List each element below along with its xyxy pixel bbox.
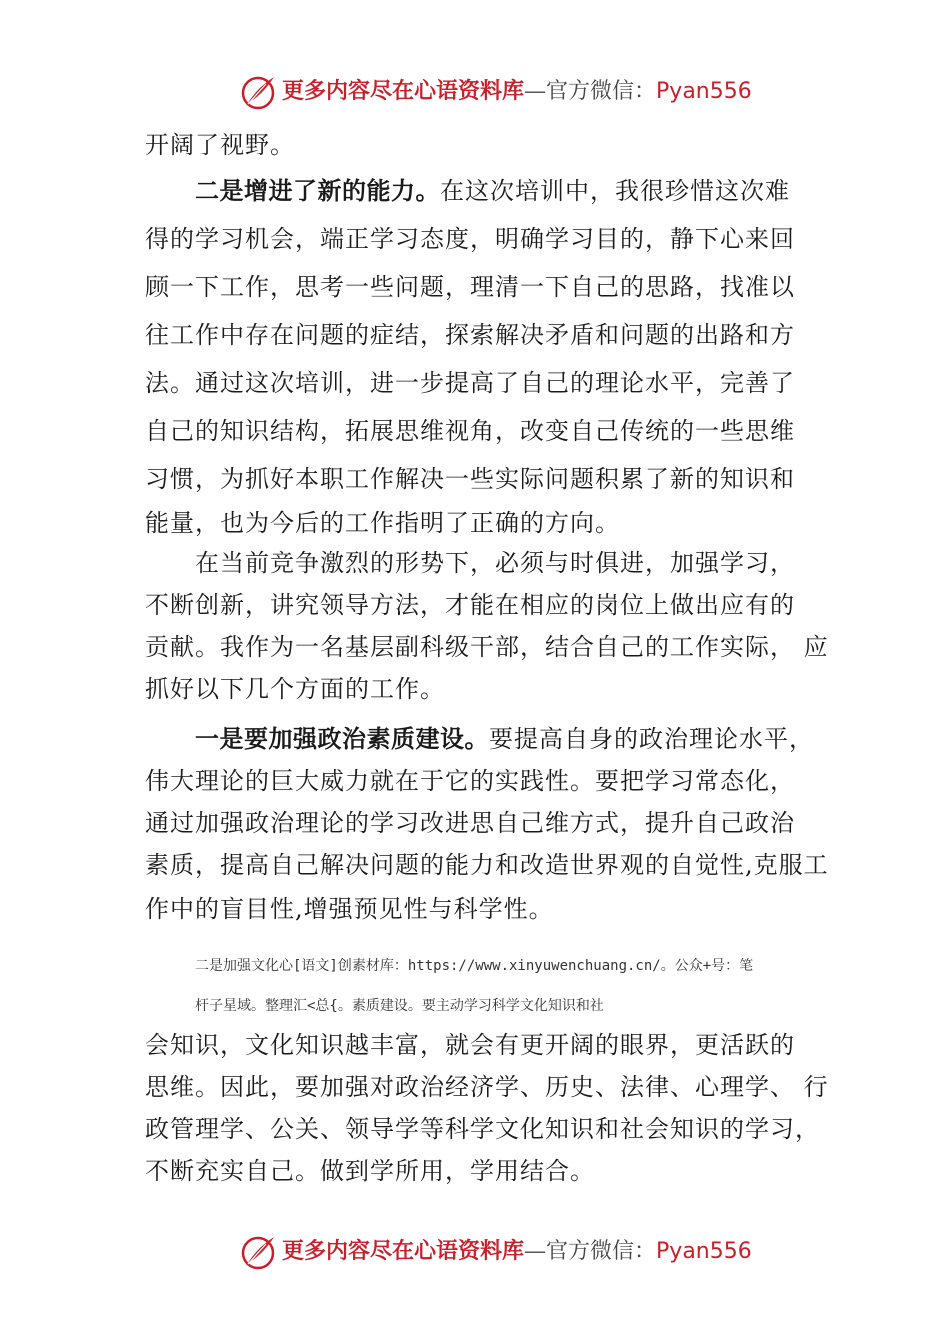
text-line: 开阔了视野。 bbox=[145, 131, 295, 159]
text-line: 往工作中存在问题的症结，探索解决矛盾和问题的出路和方 bbox=[145, 321, 795, 349]
text-line: 抓好以下几个方面的工作。 bbox=[145, 675, 445, 703]
text-line: 政管理学、公关、领导学等科学文化知识和社会知识的学习， bbox=[145, 1115, 820, 1143]
text-line: 贡献。我作为一名基层副科级干部，结合自己的工作实际， 应 bbox=[145, 633, 829, 661]
text-line bbox=[195, 724, 814, 754]
text-line: 得的学习机会，端正学习态度，明确学习目的，静下心来回 bbox=[145, 225, 795, 253]
text-line: 不断充实自己。做到学所用，学用结合。 bbox=[145, 1157, 595, 1185]
footer-banner bbox=[0, 1230, 950, 1274]
section-heading: 二是增进了新的能力。 bbox=[195, 177, 440, 205]
text-line: 自己的知识结构，拓展思维视角，改变自己传统的一些思维 bbox=[145, 417, 795, 445]
banner-brand: 更多内容尽在心语资料库 bbox=[282, 1238, 525, 1264]
banner-separator: — bbox=[524, 79, 547, 104]
text-line: 习惯，为抓好本职工作解决一些实际问题积累了新的知识和 bbox=[145, 465, 795, 493]
text-line: 会知识，文化知识越丰富，就会有更开阔的眼界，更活跃的 bbox=[145, 1031, 795, 1059]
watermark-note-line: 杆子星域。整理汇<总{。素质建设。要主动学习科学文化知识和社 bbox=[195, 998, 604, 1014]
feather-pen-circle-logo bbox=[238, 1232, 278, 1272]
text-line: 作中的盲目性,增强预见性与科学性。 bbox=[145, 895, 554, 923]
feather-pen-circle-logo bbox=[238, 72, 278, 112]
banner-text bbox=[282, 77, 752, 106]
text-fragment: 在这次培训中，我很珍惜这次难 bbox=[440, 177, 790, 205]
text-line bbox=[195, 176, 790, 206]
text-line: 思维。因此，要加强对政治经济学、历史、法律、心理学、 行 bbox=[145, 1073, 829, 1101]
text-line: 顾一下工作，思考一些问题，理清一下自己的思路，找准以 bbox=[145, 273, 795, 301]
banner-separator: — bbox=[524, 1239, 547, 1264]
header-banner bbox=[0, 70, 950, 114]
text-line: 在当前竞争激烈的形势下，必须与时俱进，加强学习， bbox=[195, 549, 795, 577]
section-heading: 一是要加强政治素质建设。 bbox=[195, 725, 489, 753]
banner-wechat-label: 官方微信： bbox=[546, 1239, 657, 1264]
banner-text bbox=[282, 1237, 752, 1266]
banner-brand: 更多内容尽在心语资料库 bbox=[282, 78, 525, 104]
text-line: 法。通过这次培训，进一步提高了自己的理论水平，完善了 bbox=[145, 369, 795, 397]
banner-wechat-label: 官方微信： bbox=[546, 79, 657, 104]
text-fragment: 要提高自身的政治理论水平， bbox=[489, 725, 814, 753]
watermark-note-line: 二是加强文化心[语文]创素材库：https://www.xinyuwenchuang.cn/。公众+号：笔 bbox=[195, 958, 754, 974]
text-line: 能量，也为今后的工作指明了正确的方向。 bbox=[145, 509, 620, 537]
text-line: 素质，提高自己解决问题的能力和改造世界观的自觉性,克服工 bbox=[145, 851, 829, 879]
text-line: 伟大理论的巨大威力就在于它的实践性。要把学习常态化， bbox=[145, 767, 795, 795]
banner-wechat-id: Pyan556 bbox=[656, 1239, 752, 1264]
text-line: 不断创新，讲究领导方法，才能在相应的岗位上做出应有的 bbox=[145, 591, 795, 619]
banner-wechat-id: Pyan556 bbox=[656, 79, 752, 104]
text-line: 通过加强政治理论的学习改进思自己维方式，提升自己政治 bbox=[145, 809, 795, 837]
